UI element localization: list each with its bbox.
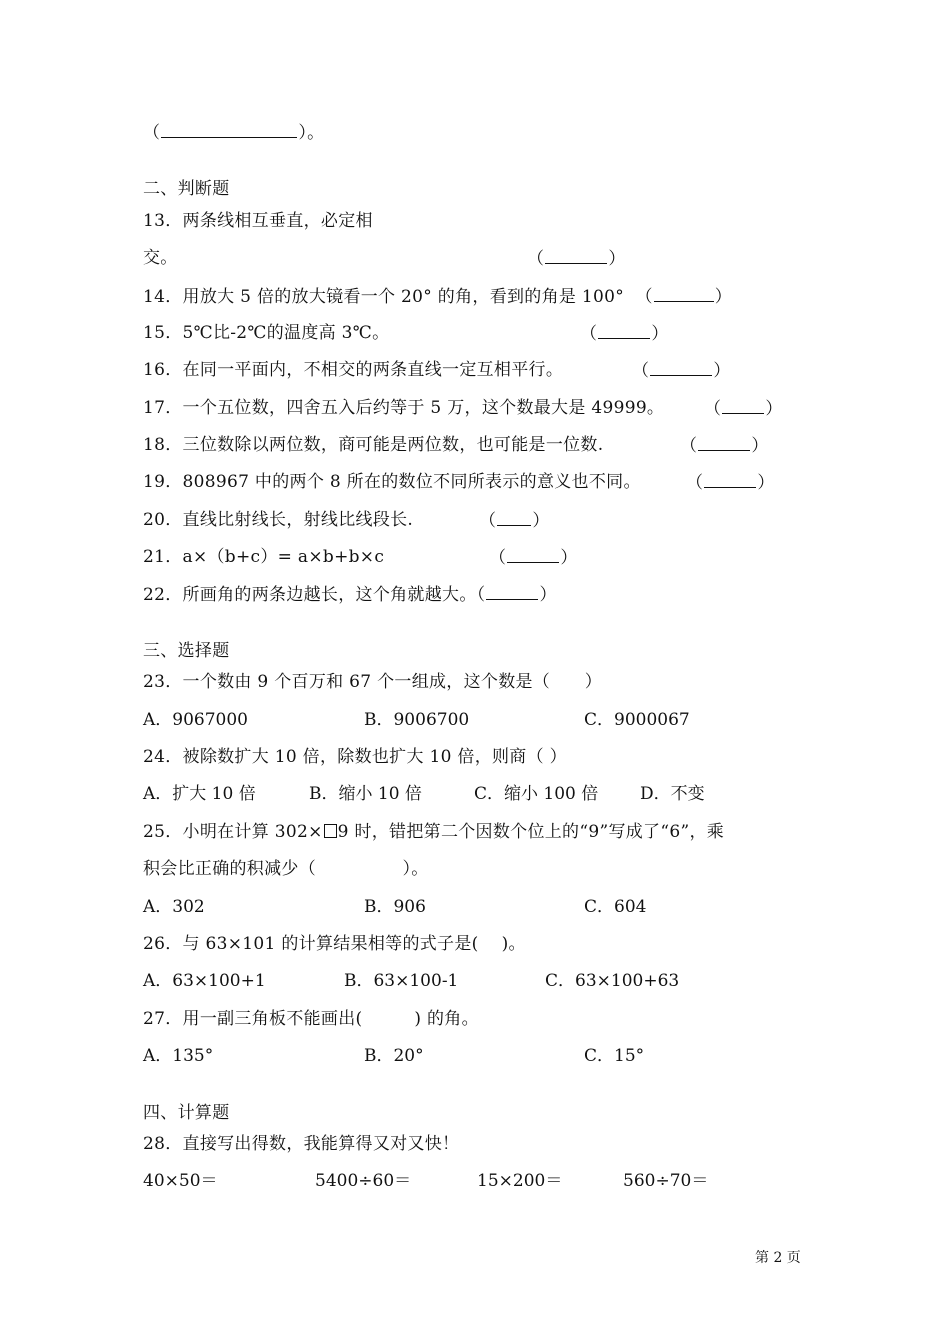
- question-26: 26．与 63×101 的计算结果相等的式子是( )。: [143, 934, 526, 954]
- question-13-line-1: 13．两条线相互垂直，必定相: [143, 211, 373, 231]
- question-25-option-c: C．604: [584, 897, 647, 917]
- question-13-answer: （ ）: [527, 249, 626, 269]
- calc-expression-2: 5400÷60＝: [315, 1171, 412, 1191]
- section-heading-calc: 四、计算题: [143, 1103, 230, 1123]
- answer-blank: [545, 247, 607, 264]
- question-22: 22．所画角的两条边越长，这个角就越大。（ ）: [143, 585, 557, 605]
- answer-blank: [650, 359, 712, 376]
- question-25-line-2: 积会比正确的积减少（ ）。: [143, 859, 429, 879]
- question-24-option-b: B．缩小 10 倍: [309, 784, 422, 804]
- question-15: 15．5℃比-2℃的温度高 3℃。: [143, 323, 390, 343]
- missing-digit-box-icon: [324, 824, 337, 838]
- section-heading-choice: 三、选择题: [143, 641, 230, 661]
- answer-blank: [722, 397, 764, 414]
- question-16: 16．在同一平面内，不相交的两条直线一定互相平行。: [143, 360, 564, 380]
- question-24-option-c: C．缩小 100 倍: [474, 784, 599, 804]
- answer-blank: [704, 471, 756, 488]
- question-25-line-1: 25．小明在计算 302× 9 时，错把第二个因数个位上的“9”写成了“6”，乘: [143, 822, 725, 842]
- question-27-option-b: B．20°: [364, 1046, 424, 1066]
- calc-expression-3: 15×200＝: [477, 1171, 563, 1191]
- question-15-answer: （ ）: [580, 324, 669, 344]
- question-18-answer: （ ）: [680, 436, 769, 456]
- question-17-answer: （ ）: [704, 399, 783, 419]
- question-25-option-a: A．302: [143, 897, 205, 917]
- answer-blank: [486, 583, 538, 600]
- question-24: 24．被除数扩大 10 倍，除数也扩大 10 倍，则商（ ）: [143, 747, 567, 767]
- question-23: 23．一个数由 9 个百万和 67 个一组成，这个数是（ ）: [143, 672, 602, 692]
- answer-blank: [507, 546, 559, 563]
- question-16-answer: （ ）: [632, 361, 731, 381]
- question-24-option-a: A．扩大 10 倍: [143, 784, 256, 804]
- answer-blank: [598, 322, 650, 339]
- question-21-answer: （ ）: [489, 548, 578, 568]
- answer-blank: [497, 509, 531, 526]
- question-19: 19．808967 中的两个 8 所在的数位不同所表示的意义也不同。: [143, 472, 641, 492]
- question-27: 27．用一副三角板不能画出( ) 的角。: [143, 1009, 479, 1029]
- question-26-option-a: A．63×100+1: [143, 971, 266, 991]
- calc-expression-1: 40×50＝: [143, 1171, 218, 1191]
- open-paren: （: [143, 123, 161, 143]
- section-heading-judge: 二、判断题: [143, 179, 230, 199]
- question-26-option-c: C．63×100+63: [545, 971, 680, 991]
- carryover-blank-line: [143, 121, 324, 144]
- question-23-option-c: C．9000067: [584, 710, 690, 730]
- question-25-option-b: B．906: [364, 897, 426, 917]
- question-23-option-b: B．9006700: [364, 710, 470, 730]
- question-26-option-b: B．63×100-1: [344, 971, 459, 991]
- question-21: 21．a×（b+c）= a×b+b×c: [143, 547, 385, 567]
- answer-blank: [654, 285, 714, 302]
- page-number: 第 2 页: [755, 1250, 801, 1266]
- question-19-answer: （ ）: [686, 473, 775, 493]
- answer-blank: [698, 434, 750, 451]
- question-27-option-c: C．15°: [584, 1046, 645, 1066]
- question-17: 17．一个五位数，四舍五入后约等于 5 万，这个数最大是 49999。: [143, 398, 665, 418]
- calc-expression-4: 560÷70＝: [623, 1171, 709, 1191]
- question-20: 20．直线比射线长，射线比线段长.: [143, 510, 414, 530]
- question-28: 28．直接写出得数，我能算得又对又快！: [143, 1134, 460, 1154]
- question-13-line-2: 交。: [143, 248, 178, 268]
- question-27-option-a: A．135°: [143, 1046, 214, 1066]
- question-24-option-d: D．不变: [640, 784, 705, 804]
- question-23-option-a: A．9067000: [143, 710, 248, 730]
- answer-blank: [161, 121, 297, 138]
- question-14: 14．用放大 5 倍的放大镜看一个 20° 的角，看到的角是 100° （ ）: [143, 287, 733, 307]
- question-18: 18．三位数除以两位数，商可能是两位数，也可能是一位数.: [143, 435, 604, 455]
- question-20-answer: （ ）: [479, 511, 550, 531]
- close-paren: ）。: [298, 123, 325, 143]
